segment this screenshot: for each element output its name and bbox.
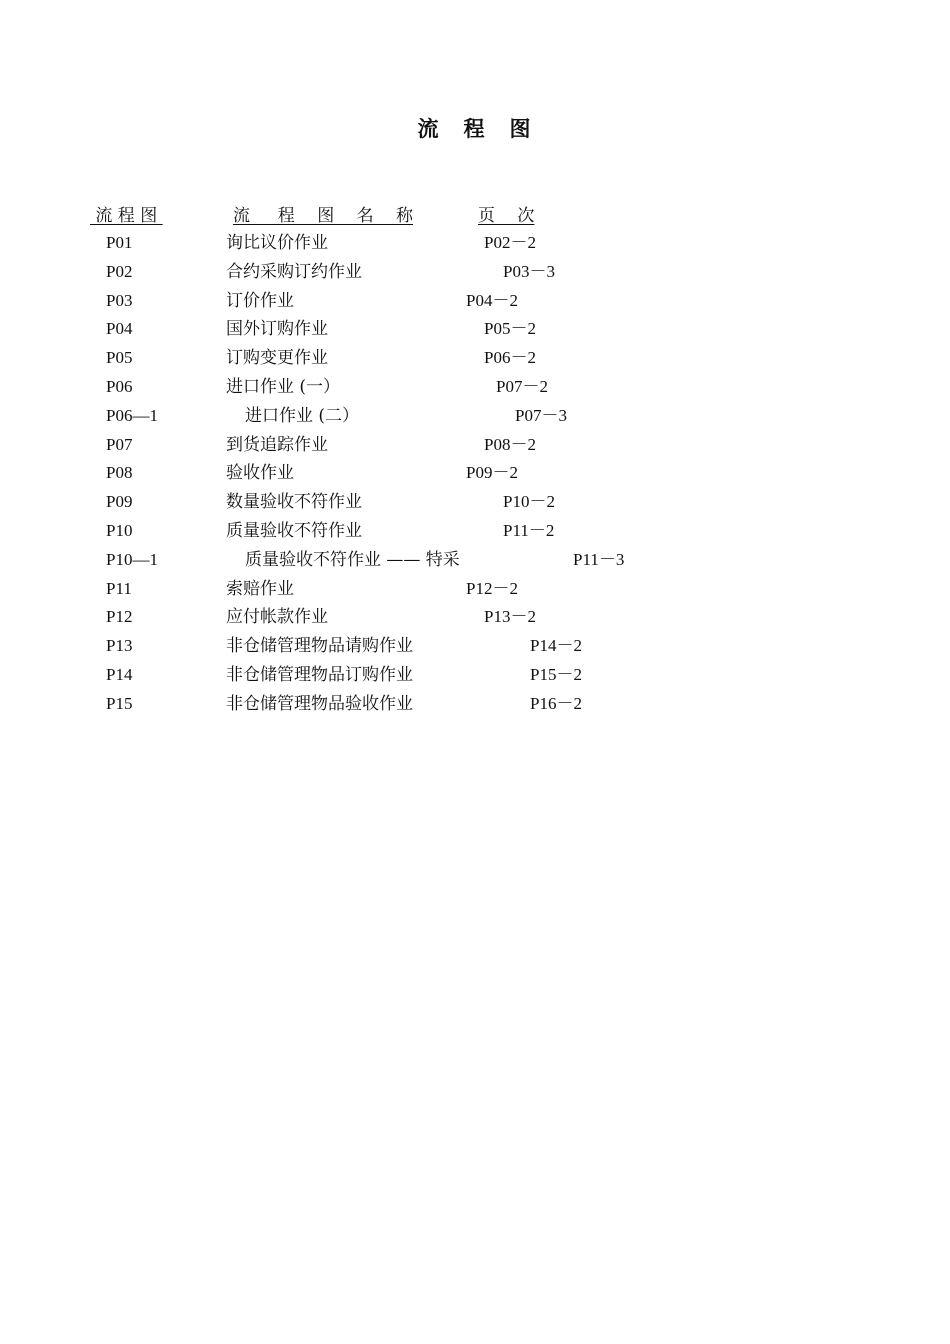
- flowchart-code: P04: [106, 319, 133, 339]
- flowchart-name: 合约采购订约作业: [226, 261, 362, 282]
- flowchart-code: P08: [106, 463, 133, 483]
- flowchart-name: 索赔作业: [226, 578, 294, 599]
- page-reference: P02－2: [484, 233, 536, 252]
- flowchart-code: P09: [106, 492, 133, 512]
- list-item: [0, 518, 950, 547]
- list-item: [0, 374, 950, 403]
- list-item: [0, 633, 950, 662]
- page-reference: P12－2: [466, 578, 518, 598]
- flowchart-name: 质量验收不符作业 —— 特采: [245, 549, 460, 570]
- flowchart-code: P11: [106, 578, 132, 598]
- page-reference: P08－2: [484, 434, 536, 454]
- list-item: [0, 345, 950, 374]
- list-item: [0, 288, 950, 317]
- page-reference: P16－2: [530, 693, 582, 713]
- column-header-page: 页 次: [478, 206, 535, 226]
- flowchart-name: 数量验收不符作业: [226, 492, 362, 513]
- flowchart-name: 质量验收不符作业: [226, 520, 362, 541]
- page-reference: P06－2: [484, 348, 536, 368]
- flowchart-code: P10: [106, 520, 133, 540]
- page-reference: P14－2: [530, 636, 582, 656]
- list-item: [0, 259, 950, 288]
- page-reference: P11－3: [573, 549, 625, 569]
- flowchart-code: P02: [106, 261, 133, 281]
- flowchart-name: 非仓储管理物品请购作业: [226, 636, 413, 657]
- flowchart-name: 验收作业: [226, 463, 294, 484]
- list-item: [0, 403, 950, 432]
- flowchart-code: P07: [106, 434, 133, 454]
- page-reference: P03－3: [503, 261, 555, 281]
- list-item: [0, 489, 950, 518]
- page-reference: P15－2: [530, 664, 582, 684]
- list-item: [0, 604, 950, 633]
- flowchart-code: P06: [106, 376, 133, 396]
- flowchart-code: P14: [106, 664, 133, 684]
- flowchart-name: 非仓储管理物品订购作业: [226, 664, 413, 685]
- flowchart-name: 非仓储管理物品验收作业: [226, 693, 413, 714]
- flowchart-code: P15: [106, 693, 133, 713]
- list-item: [0, 230, 950, 259]
- flowchart-name: 到货追踪作业: [226, 434, 328, 455]
- flowchart-code: P05: [106, 348, 133, 368]
- list-item: [0, 316, 950, 345]
- list-item: [0, 547, 950, 576]
- column-header-code: 流 程 图: [90, 206, 163, 226]
- page-reference: P05－2: [484, 319, 536, 339]
- page-reference: P13－2: [484, 607, 536, 627]
- flowchart-index-list: [0, 230, 950, 720]
- flowchart-name: 国外订购作业: [226, 319, 328, 340]
- list-item: [0, 691, 950, 720]
- page-reference: P07－2: [496, 376, 548, 396]
- page-reference: P09－2: [466, 463, 518, 483]
- flowchart-code: P10—1: [106, 549, 158, 569]
- flowchart-code: P01: [106, 233, 133, 252]
- flowchart-name: 进口作业 (一）: [226, 376, 341, 397]
- page-reference: P10－2: [503, 492, 555, 512]
- flowchart-code: P12: [106, 607, 133, 627]
- flowchart-code: P13: [106, 636, 133, 656]
- column-header-name: 流 程 图 名 称: [233, 206, 414, 226]
- list-item: [0, 662, 950, 691]
- flowchart-name: 询比议价作业: [226, 233, 328, 253]
- page-reference: P04－2: [466, 290, 518, 310]
- list-item: [0, 460, 950, 489]
- page-title: 流 程 图: [417, 116, 533, 141]
- flowchart-name: 订价作业: [226, 290, 294, 311]
- page-reference: P07－3: [515, 405, 567, 425]
- list-item: [0, 432, 950, 461]
- flowchart-name: 订购变更作业: [226, 348, 328, 369]
- flowchart-name: 应付帐款作业: [226, 607, 328, 628]
- flowchart-code: P06—1: [106, 405, 158, 425]
- page-reference: P11－2: [503, 520, 555, 540]
- flowchart-code: P03: [106, 290, 133, 310]
- list-item: [0, 576, 950, 605]
- flowchart-name: 进口作业 (二）: [245, 405, 360, 426]
